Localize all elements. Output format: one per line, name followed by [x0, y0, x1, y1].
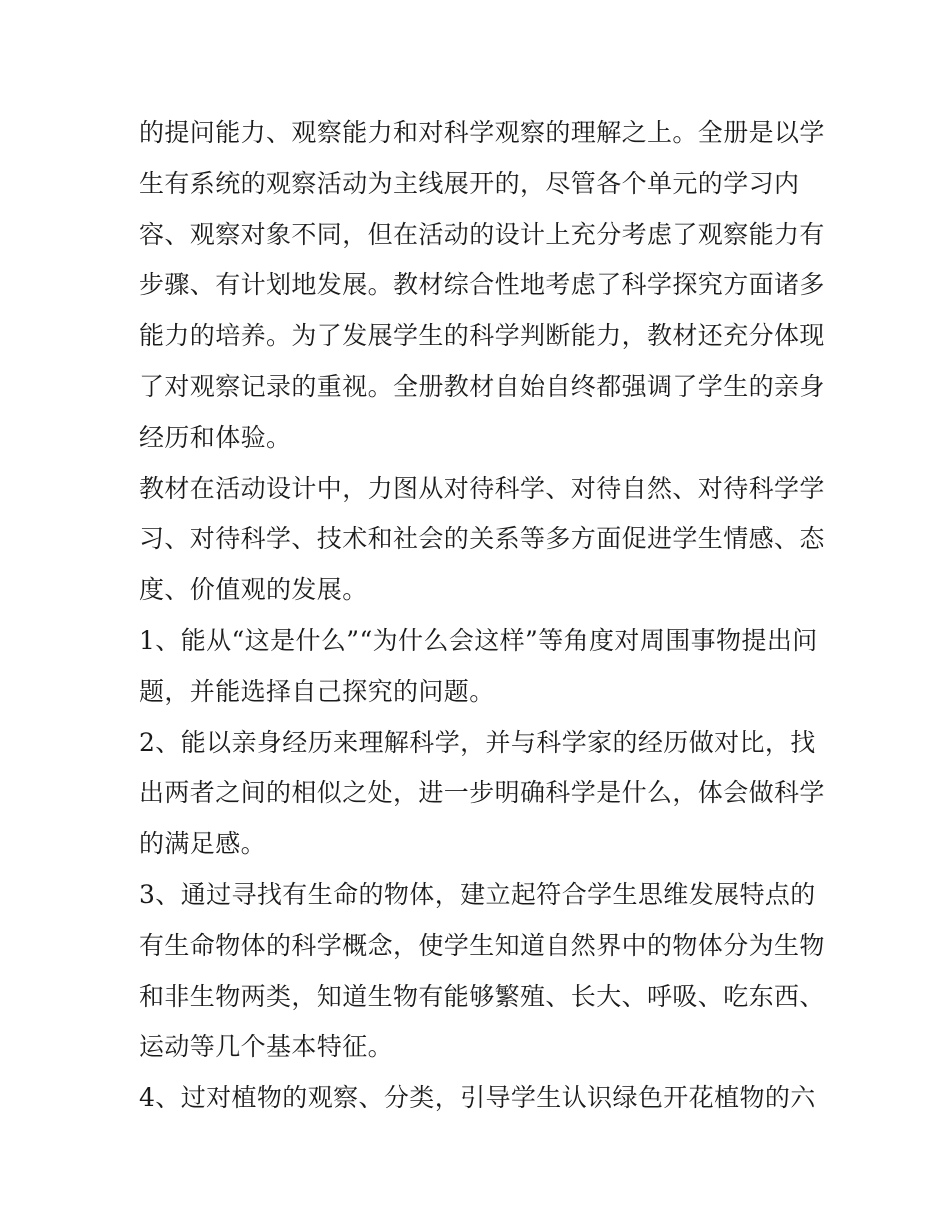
text-line: 习、对待科学、技术和社会的关系等多方面促进学生情感、态 [139, 524, 825, 554]
text-line: 了对观察记录的重视。全册教材自始自终都强调了学生的亲身 [139, 371, 825, 401]
text-line: 经历和体验。 [139, 422, 292, 452]
text-line: 能力的培养。为了发展学生的科学判断能力，教材还充分体现 [139, 321, 825, 351]
text-line: 教材在活动设计中，力图从对待科学、对待自然、对待科学学 [139, 473, 825, 503]
list-item-1 [139, 616, 819, 718]
text-line: 出两者之间的相似之处，进一步明确科学是什么，体会做科学 [139, 778, 825, 808]
text-line: 题，并能选择自己探究的问题。 [139, 676, 495, 706]
list-item-4 [139, 1073, 819, 1124]
text-line: 步骤、有计划地发展。教材综合性地考虑了科学探究方面诸多 [139, 270, 825, 300]
paragraph-activity-design [139, 464, 825, 616]
text-line: 容、观察对象不同，但在活动的设计上充分考虑了观察能力有 [139, 219, 825, 249]
text-line: 生有系统的观察活动为主线展开的，尽管各个单元的学习内 [139, 168, 800, 198]
text-line: 2、能以亲身经历来理解科学，并与科学家的经历做对比，找 [139, 727, 816, 757]
text-line: 和非生物两类，知道生物有能够繁殖、长大、呼吸、吃东西、 [139, 981, 825, 1011]
text-line: 度、价值观的发展。 [139, 575, 368, 605]
text-line: 3、通过寻找有生命的物体，建立起符合学生思维发展特点的 [139, 879, 816, 909]
document-body [139, 108, 825, 1124]
text-line: 运动等几个基本特征。 [139, 1032, 394, 1062]
paragraph-observation [139, 108, 825, 464]
text-line: 的提问能力、观察能力和对科学观察的理解之上。全册是以学 [139, 118, 825, 147]
list-item-2 [139, 718, 825, 870]
text-line: 4、过对植物的观察、分类，引导学生认识绿色开花植物的六 [139, 1083, 816, 1113]
text-line: 1、能从“这是什么”“为什么会这样”等角度对周围事物提出问 [139, 625, 818, 655]
text-line: 有生命物体的科学概念，使学生知道自然界中的物体分为生物 [139, 930, 825, 960]
text-line: 的满足感。 [139, 829, 267, 859]
list-item-3 [139, 870, 825, 1073]
